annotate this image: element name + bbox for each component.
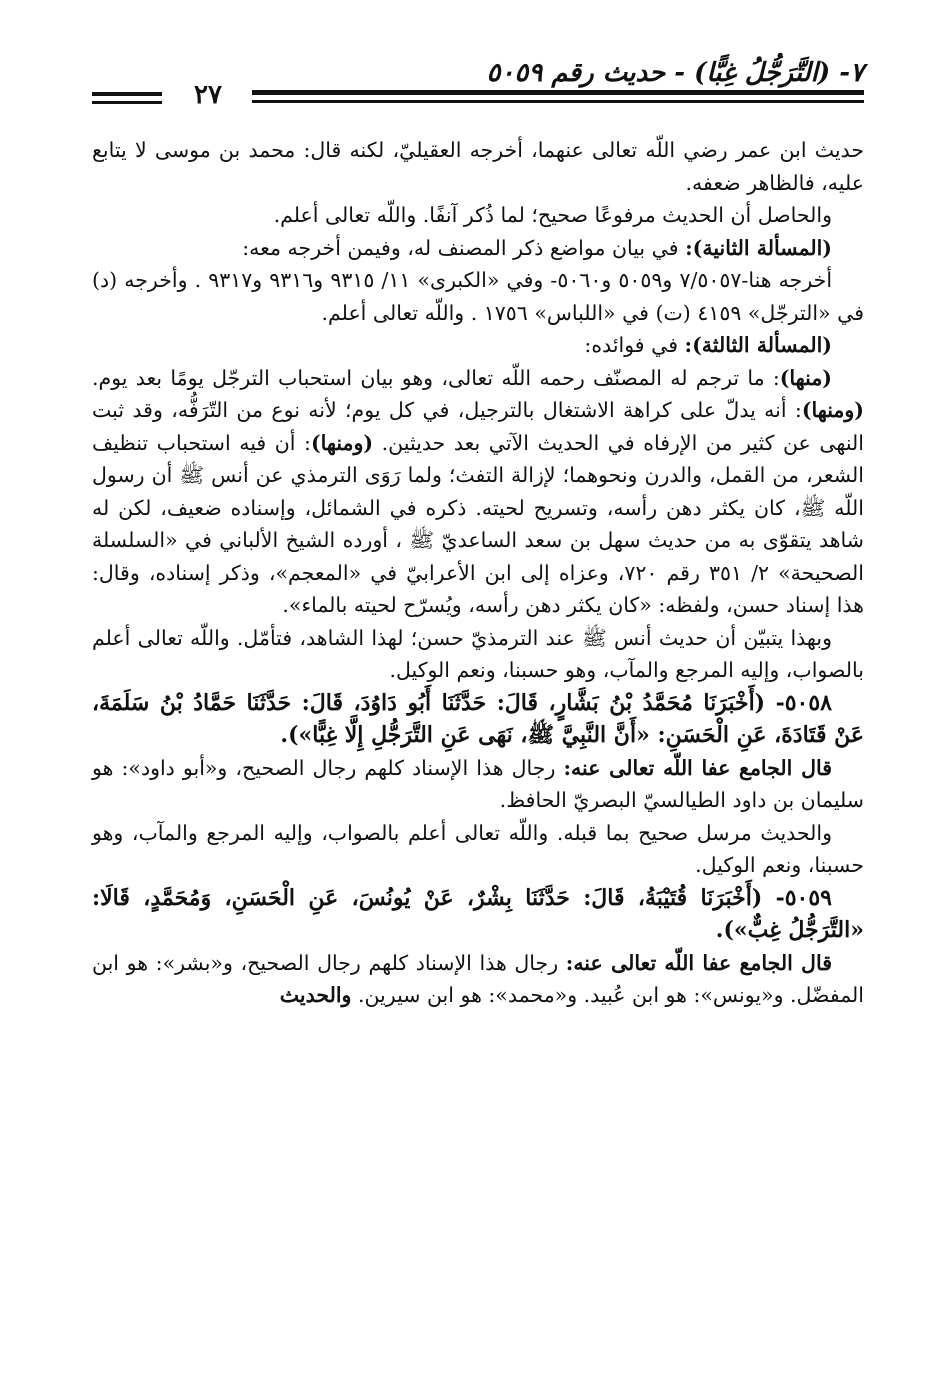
header-rule-short — [92, 92, 162, 96]
header-rule-short — [92, 101, 162, 104]
point-text: : ما ترجم له المصنّف رحمه اللّه تعالى، وهو بيان استحباب الترجّل يومًا بعد يوم. — [92, 365, 780, 390]
section-text: في بيان مواضع ذكر المصنف له، وفيمن أخرجه معه: — [242, 235, 686, 260]
point-text: : أن فيه استحباب تنظيف الشعر، من القمل، والدرن ونحوهما؛ لإزالة التفث؛ ولما رَوَى الترمذي عن أنس ﷺ أن رسول اللّه ﷺ، كان يكثر دهن رأسه، وتسريح لحيته. ذكره في الشمائل، وإسناده ضعيف، لكن له شاهد يتقوّى به من حديث سهل بن سعد الساعديّ ﷺ ، أورده الشيخ الألباني في «السلسلة الصحيحة» ٢/ ٣٥١ رقم ٧٢٠، وعزاه إلى ابن الأعرابيّ في «المعجم»، وذكر إسناده، وقال: هذا إسناد حسن، ولفظه: «كان يكثر دهن رأسه، ويُسرّح لحيته بالماء». — [92, 430, 864, 617]
paragraph — [92, 947, 864, 1012]
commentary-text: رجال هذا الإسناد كلهم رجال الصحيح، و«بشر»: هو ابن المفضّل. و«يونس»: هو ابن عُبيد. و«محمد»: هو ابن سيرين. — [92, 950, 864, 1007]
hadith-text: ٥٠٥٨- (أَخْبَرَنَا مُحَمَّدُ بْنُ بَشَّارٍ، قَالَ: حَدَّثَنَا أَبُو دَاوُدَ، قَالَ: حَدَّثَنَا حَمَّادُ بْنُ سَلَمَةَ، عَنْ قَتَادَةَ، عَنِ الْحَسَنِ: «أَنَّ النَّبِيَّ ﷺ، نَهَى عَنِ التَّرَجُّلِ إِلَّا غِبًّا»). — [92, 689, 864, 748]
point-label: (منها) — [779, 365, 832, 390]
section-heading — [92, 232, 864, 265]
paragraph: والحاصل أن الحديث مرفوعًا صحيح؛ لما ذُكر آنفًا. واللّه تعالى أعلم. — [273, 203, 832, 227]
paragraph: أخرجه هنا-٧/٥٠٥٧ و٥٠٥٩ و٥٠٦٠- وفي «الكبرى» ١١/ ٩٣١٥ و٩٣١٦ و٩٣١٧ . وأخرجه (د) في «الترجّل» ٤١٥٩ (ت) في «اللباس» ١٧٥٦ . واللّه تعالى أعلم. — [92, 268, 864, 325]
paragraph — [92, 362, 864, 622]
point-label: (ومنها) — [310, 430, 374, 455]
commentary-label: قال الجامع عفا اللّه تعالى عنه: — [563, 755, 833, 780]
paragraph: حديث ابن عمر رضي اللّه تعالى عنهما، أخرجه العقيليّ، لكنه قال: محمد بن موسى لا يتابع عليه، فالظاهر ضعفه. — [92, 138, 864, 195]
page-number: ٢٧ — [194, 80, 222, 110]
hadith-text: ٥٠٥٩- (أَخْبَرَنَا قُتَيْبَةُ، قَالَ: حَدَّثَنَا بِشْرٌ، عَنْ يُونُسَ، عَنِ الْحَسَنِ، وَمُحَمَّدٍ، قَالَا: «التَّرَجُّلُ غِبٌّ»). — [92, 884, 864, 943]
section-label: (المسألة الثانية): — [685, 235, 832, 260]
page-body — [92, 134, 864, 1012]
section-text: في فوائده: — [584, 333, 685, 357]
header-rule — [252, 90, 864, 95]
header-rule — [252, 100, 864, 103]
page-header — [92, 50, 864, 110]
paragraph — [92, 752, 864, 817]
point-text: : أنه يدلّ على كراهة الاشتغال بالترجيل، في كل يوم؛ لأنه نوع من التّرَفُّه، وقد ثبت النهى عن كثير من الإرفاه في الحديث الآتي بعد حديثين. — [92, 398, 864, 455]
paragraph: والحديث مرسل صحيح بما قبله. واللّه تعالى أعلم بالصواب، وإليه المرجع والمآب، وهو حسبنا، ونعم الوكيل. — [92, 820, 864, 877]
commentary-text: رجال هذا الإسناد كلهم رجال الصحيح، و«أبو داود»: هو سليمان بن داود الطيالسيّ البصريّ الحافظ. — [92, 755, 864, 812]
commentary-label: قال الجامع عفا اللّه تعالى عنه: — [565, 950, 832, 975]
section-label: (المسألة الثالثة): — [684, 333, 832, 357]
commentary-tail: والحديث — [279, 983, 352, 1007]
chapter-title: ٧- (التَّرَجُّلُ غِبًّا) - حديث رقم ٥٠٥٩ — [486, 58, 864, 88]
section-heading — [92, 329, 864, 362]
point-label: (ومنها) — [801, 398, 864, 422]
paragraph: وبهذا يتبيّن أن حديث أنس ﷺ عند الترمذيّ حسن؛ لهذا الشاهد، فتأمّل. واللّه تعالى أعلم بالصواب، وإليه المرجع والمآب، وهو حسبنا، ونعم الوكيل. — [92, 625, 864, 682]
